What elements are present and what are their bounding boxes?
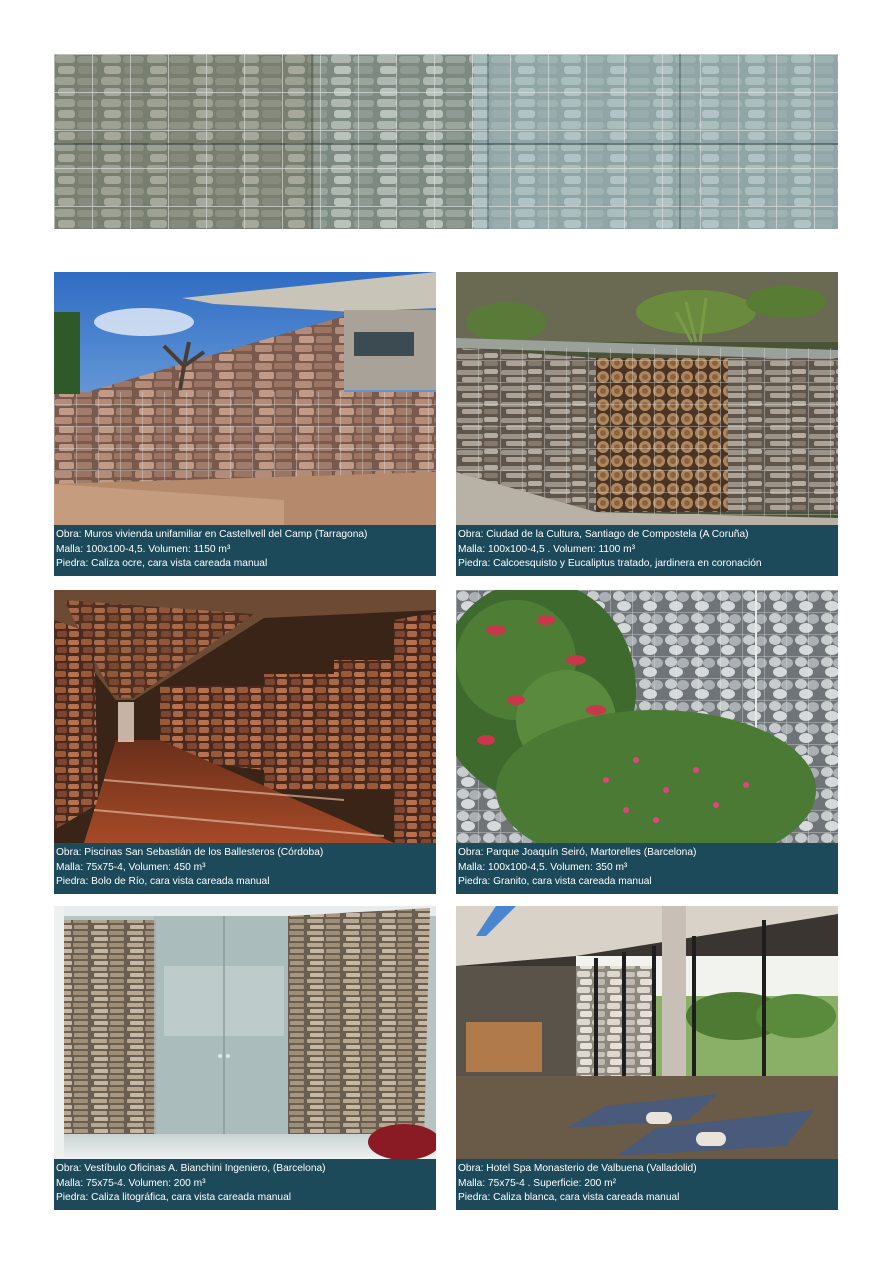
project-photo-vestibulo xyxy=(54,906,436,1159)
project-card xyxy=(54,272,436,576)
caption-malla: Malla: 75x75-4, Volumen: 450 m³ xyxy=(56,861,206,873)
caption xyxy=(54,525,436,576)
caption-obra: Obra: Piscinas San Sebastián de los Ballesteros (Córdoba) xyxy=(56,847,324,858)
caption-malla: Malla: 100x100-4,5. Volumen: 350 m³ xyxy=(458,861,628,873)
banner-photo xyxy=(54,54,838,229)
caption xyxy=(54,843,436,894)
caption-obra: Obra: Hotel Spa Monasterio de Valbuena (Valladolid) xyxy=(458,1163,697,1174)
project-card xyxy=(456,272,838,576)
caption-piedra: Piedra: Caliza litográfica, cara vista careada manual xyxy=(56,1192,291,1204)
project-card xyxy=(54,590,436,894)
caption-piedra: Piedra: Bolo de Río, cara vista careada manual xyxy=(56,876,270,888)
caption-obra: Obra: Parque Joaquín Seiró, Martorelles (Barcelona) xyxy=(458,847,697,858)
caption-malla: Malla: 100x100-4,5. Volumen: 1150 m³ xyxy=(56,543,231,555)
caption-malla: Malla: 75x75-4 . Superficie: 200 m² xyxy=(458,1177,616,1189)
caption xyxy=(456,1159,838,1210)
caption xyxy=(456,525,838,576)
caption-obra: Obra: Muros vivienda unifamiliar en Castellvell del Camp (Tarragona) xyxy=(56,529,368,540)
project-photo-piscinas xyxy=(54,590,436,843)
caption-piedra: Piedra: Granito, cara vista careada manual xyxy=(458,876,652,888)
caption-obra: Obra: Ciudad de la Cultura, Santiago de Compostela (A Coruña) xyxy=(458,529,749,540)
caption-piedra: Piedra: Caliza ocre, cara vista careada manual xyxy=(56,558,268,570)
caption-piedra: Piedra: Caliza blanca, cara vista careada manual xyxy=(458,1192,680,1204)
caption xyxy=(456,843,838,894)
project-photo-castellvell xyxy=(54,272,436,525)
project-card xyxy=(456,906,838,1210)
project-card xyxy=(54,906,436,1210)
project-card xyxy=(456,590,838,894)
caption-piedra: Piedra: Calcoesquisto y Eucaliptus tratado, jardinera en coronación xyxy=(458,558,762,570)
caption-malla: Malla: 75x75-4. Volumen: 200 m³ xyxy=(56,1177,206,1189)
caption-malla: Malla: 100x100-4,5 . Volumen: 1100 m³ xyxy=(458,543,636,555)
project-photo-hotel-spa xyxy=(456,906,838,1159)
caption-obra: Obra: Vestíbulo Oficinas A. Bianchini Ingeniero, (Barcelona) xyxy=(56,1163,326,1174)
caption xyxy=(54,1159,436,1210)
project-photo-ciudad-cultura xyxy=(456,272,838,525)
project-photo-parque-seiro xyxy=(456,590,838,843)
